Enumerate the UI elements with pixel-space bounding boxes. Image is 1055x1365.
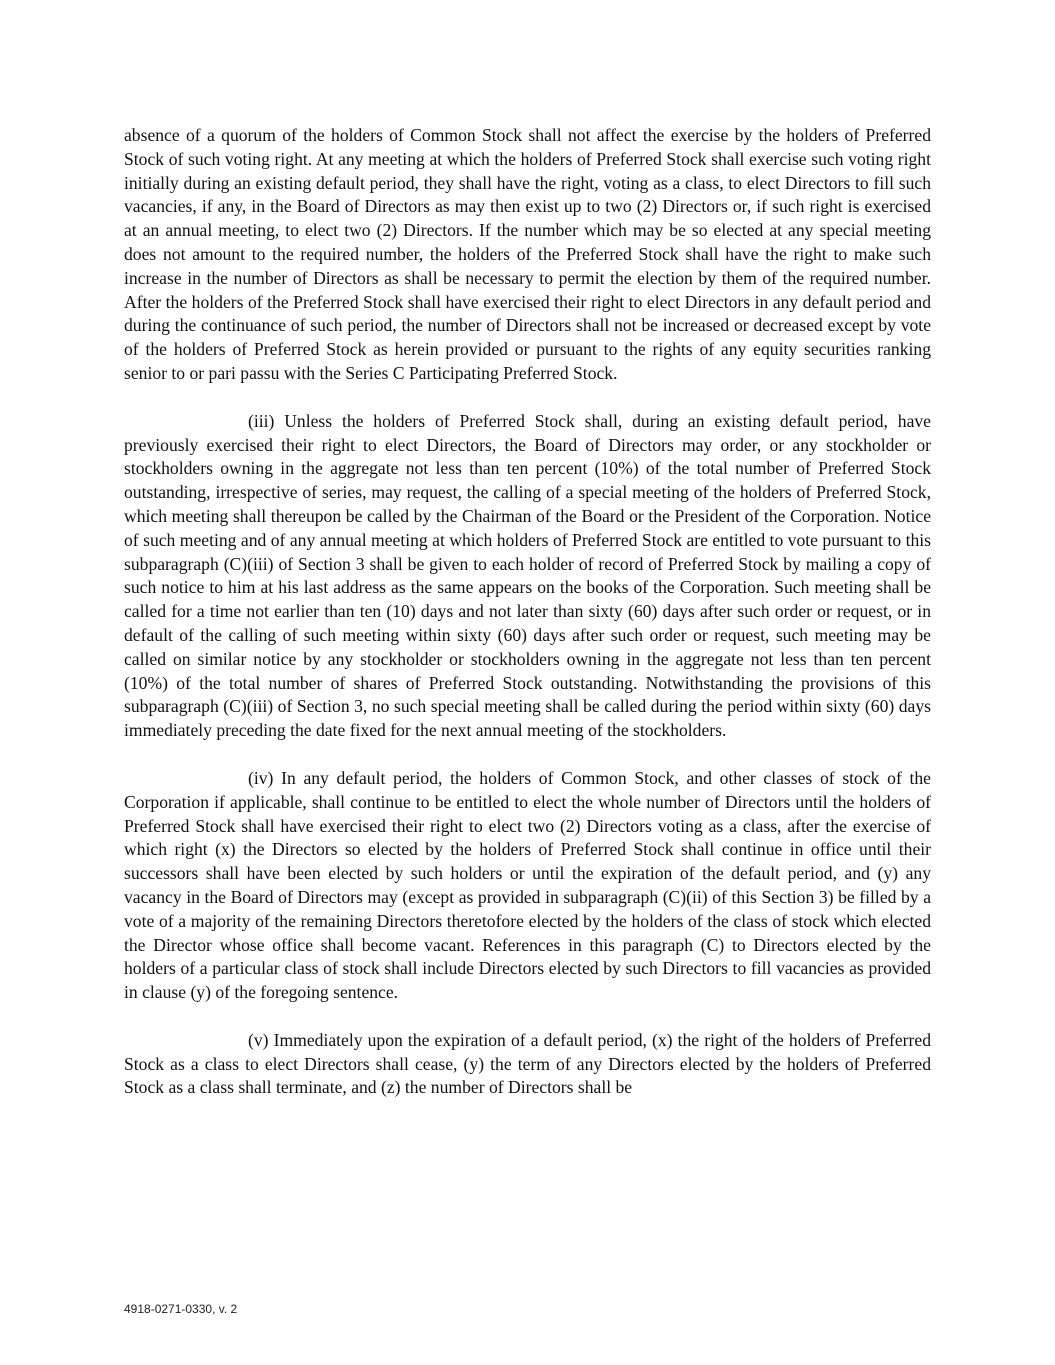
paragraph-iv: (iv) In any default period, the holders of Common Stock, and other classes of stock of the Corporation if applicable, shall continue to be entitled to elect the whole number of Directors until the holders of Preferred Stock shall have exercised their right to elect two (2) Directors voting as a class, after the exercise of which right (x) the Directors so elected by the holders of Preferred Stock shall continue in office until their successors shall have been elected by such holders or until the expiration of the default period, and (y) any vacancy in the Board of Directors may (except as provided in subparagraph (C)(ii) of this Section 3) be filled by a vote of a majority of the remaining Directors theretofore elected by the holders of the class of stock which elected the Director whose office shall become vacant. References in this paragraph (C) to Directors elected by the holders of a particular class of stock shall include Directors elected by such Directors to fill vacancies as provided in clause (y) of the foregoing sentence. <box>124 767 931 1003</box>
paragraph-iii: (iii) Unless the holders of Preferred Stock shall, during an existing default period, have previously exercised their right to elect Directors, the Board of Directors may order, or any stockholder or stockholders owning in the aggregate not less than ten percent (10%) of the total number of Preferred Stock outstanding, irrespective of series, may request, the calling of a special meeting of the holders of Preferred Stock, which meeting shall thereupon be called by the Chairman of the Board or the President of the Corporation. Notice of such meeting and of any annual meeting at which holders of Preferred Stock are entitled to vote pursuant to this subparagraph (C)(iii) of Section 3 shall be given to each holder of record of Preferred Stock by mailing a copy of such notice to him at his last address as the same appears on the books of the Corporation. Such meeting shall be called for a time not earlier than ten (10) days and not later than sixty (60) days after such order or request, or in default of the calling of such meeting within sixty (60) days after such order or request, such meeting may be called on similar notice by any stockholder or stockholders owning in the aggregate not less than ten percent (10%) of the total number of shares of Preferred Stock outstanding. Notwithstanding the provisions of this subparagraph (C)(iii) of Section 3, no such special meeting shall be called during the period within sixty (60) days immediately preceding the date fixed for the next annual meeting of the stockholders. <box>124 410 931 741</box>
document-footer-id: 4918-0271-0330, v. 2 <box>124 1302 238 1316</box>
document-body <box>124 124 931 1124</box>
paragraph-v: (v) Immediately upon the expiration of a default period, (x) the right of the holders of Preferred Stock as a class to elect Directors shall cease, (y) the term of any Directors elected by the holders of Preferred Stock as a class shall terminate, and (z) the number of Directors shall be <box>124 1029 931 1098</box>
paragraph-continuation: absence of a quorum of the holders of Common Stock shall not affect the exercise by the holders of Preferred Stock of such voting right. At any meeting at which the holders of Preferred Stock shall exercise such voting right initially during an existing default period, they shall have the right, voting as a class, to elect Directors to fill such vacancies, if any, in the Board of Directors as may then exist up to two (2) Directors or, if such right is exercised at an annual meeting, to elect two (2) Directors. If the number which may be so elected at any special meeting does not amount to the required number, the holders of the Preferred Stock shall have the right to make such increase in the number of Directors as shall be necessary to permit the election by them of the required number. After the holders of the Preferred Stock shall have exercised their right to elect Directors in any default period and during the continuance of such period, the number of Directors shall not be increased or decreased except by vote of the holders of Preferred Stock as herein provided or pursuant to the rights of any equity securities ranking senior to or pari passu with the Series C Participating Preferred Stock. <box>124 125 931 383</box>
